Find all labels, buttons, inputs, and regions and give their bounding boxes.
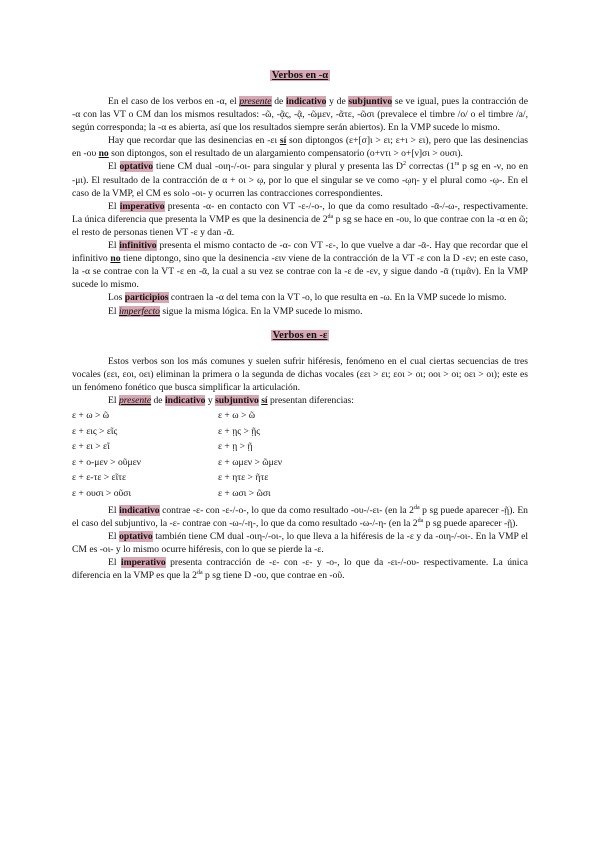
paragraph: El infinitivo presenta el mismo contacto de -α- con VT -ε-, lo que vuelve a dar -ᾱ-. Hay que recordar que el infinitivo no tiene diptongo, sino que la desinencia -ειν viene de la contracción de la VT -ε con la D -εν; en este caso, la -α se contrae con la VT -ε en -ᾱ, la cual a su vez se contrae con la -ε de -εν, y sigue dando -ᾱ (τιμᾶν). En la VMP sucede lo mismo. xyxy=(72,240,529,291)
equation-indicative: ε + εις > εῖς xyxy=(72,425,118,437)
equation-subjunctive: ε + ω > ῶ xyxy=(218,409,256,421)
keyword-participios: participios xyxy=(124,292,169,304)
paragraph: El optativo también tiene CM dual -οιη-/-οι-, lo que lleva a la hiféresis de la -ε y da -οιη-/-οι-. En la VMP el CM es -οι- y lo mismo ocurre hiféresis, con lo que se pierde la -ε. xyxy=(72,530,528,555)
equation-indicative: ε + ε-τε > εῖτε xyxy=(72,472,127,484)
paragraph: El presente de indicativo y subjuntivo sí presentan diferencias: xyxy=(108,394,354,406)
paragraph: Estos verbos son los más comunes y suelen sufrir hiféresis, fenómeno en el cual ciertas secuencias de tres vocales (εει, εοι, οει) eliminan la primera o la segunda de dichas vocales (εει > ει; εοι > οι; οοι > οι; οει > οι); este es un fenómeno fonético que busca simplificar la articulación. xyxy=(72,355,528,393)
paragraph: El imperativo presenta contracción de -ε- con -ε- y -ο-, lo que da -ει-/-ου- respectivamente. La única diferencia en la VMP es que la $2^{da}$ p sg tiene D -ου, que contrae en -οῦ. xyxy=(72,556,528,581)
keyword-imperativo: imperativo xyxy=(120,556,166,568)
paragraph: El optativo tiene CM dual -οιη-/-οι- para singular y plural y presenta las $D^2$ correctas ($1^{ra}$ p sg en -ν, no en -μι). El resultado de la contracción de α + οι > ῳ, por lo que el singular se ve como -ῳη- y el plural como -ῳ-. En el caso de la VMP, el CM es solo -οι- y ocurren las contracciones correspondientes. xyxy=(72,161,528,199)
paragraph: El imperativo presenta -α- en contacto con VT -ε-/-ο-, lo que da como resultado -ᾱ-/-ω-, respectivamente. La única diferencia que presenta la VMP es que la desinencia de $2^{da}$ p sg se hace en -ου, lo que contrae con la -α en ῶ; el resto de personas tienen VT -ε y dan -ᾱ. xyxy=(72,200,528,238)
emphasis-si: sí xyxy=(279,135,287,147)
emphasis-no: no xyxy=(98,148,109,160)
equation-subjunctive: ε + ωσι > ῶσι xyxy=(218,487,271,499)
equation-subjunctive: ε + ητε > ῆτε xyxy=(218,472,269,484)
keyword-indicativo: indicativo xyxy=(164,394,206,406)
equation-subjunctive: ε + ῃ > ῇ xyxy=(218,441,253,453)
equation-indicative: ε + ω > ῶ xyxy=(72,409,110,421)
keyword-presente: presente xyxy=(239,96,272,107)
contraction-table xyxy=(72,408,528,502)
keyword-indicativo: indicativo xyxy=(119,504,160,516)
paragraph: En el caso de los verbos en -α, el presente de indicativo y de subjuntivo se ve igual, pues la contracción de -α con las VT o CM dan los mismos resultados: -ῶ, -ᾷς, -ᾷ, -ῶμεν, -ᾶτε, -ῶσι (prevalece el timbre /o/ o el timbre /a/, según corresponda; la -α es abierta, así que los resultados siempre serán abiertos). En la VMP sucede lo mismo. xyxy=(72,96,528,134)
keyword-indicativo: indicativo xyxy=(285,96,327,107)
keyword-optativo: optativo xyxy=(119,161,154,173)
keyword-subjuntivo: subjuntivo xyxy=(348,96,393,107)
paragraph: El imperfecto sigue la misma lógica. En la VMP sucede lo mismo. xyxy=(108,305,363,317)
document-body xyxy=(72,70,528,582)
equation-indicative: ε + ο-μεν > οῦμεν xyxy=(72,456,142,468)
paragraph: Los participios contraen la -α del tema con la VT -ο, lo que resulta en -ω. En la VMP sucede lo mismo. xyxy=(108,292,507,304)
keyword-subjuntivo: subjuntivo xyxy=(215,394,259,406)
emphasis-si: sí xyxy=(261,394,268,406)
section-title-epsilon-verbs: Verbos en -ε xyxy=(272,329,328,341)
emphasis-no: no xyxy=(110,253,121,265)
paragraph: El indicativo contrae -ε- con -ε-/-ο-, lo que da como resultado -ου-/-ει- (en la $2^{da}$ p sg puede aparecer -ῇ). En el caso del subjuntivo, la -ε- contrae con -ω-/-η-, lo que da como resultado -ω-/-η- (en la $2^{da}$ p sg puede aparecer -ῇ). xyxy=(72,504,528,529)
equation-indicative: ε + ει > εῖ xyxy=(72,441,110,453)
keyword-infinitivo: infinitivo xyxy=(119,240,157,252)
keyword-optativo: optativo xyxy=(119,530,153,542)
keyword-imperfecto: imperfecto xyxy=(118,305,160,317)
equation-subjunctive: ε + ῃς > ῇς xyxy=(218,425,261,437)
section-title-alpha-verbs: Verbos en -α xyxy=(271,70,329,81)
keyword-imperativo: imperativo xyxy=(119,200,165,212)
equation-subjunctive: ε + ωμεν > ῶμεν xyxy=(218,456,283,468)
keyword-presente: presente xyxy=(118,394,152,406)
equation-indicative: ε + ουσι > οῦσι xyxy=(72,487,132,499)
paragraph: Hay que recordar que las desinencias en -ει sí son diptongos (ε+[σ]ι > ει; ε+ι > ει), pero que las desinencias en -ου no son diptongos, son el resultado de un alargamiento compensatorio (ο+ντι > ο+[ν]σι > ουσι). xyxy=(72,135,528,160)
